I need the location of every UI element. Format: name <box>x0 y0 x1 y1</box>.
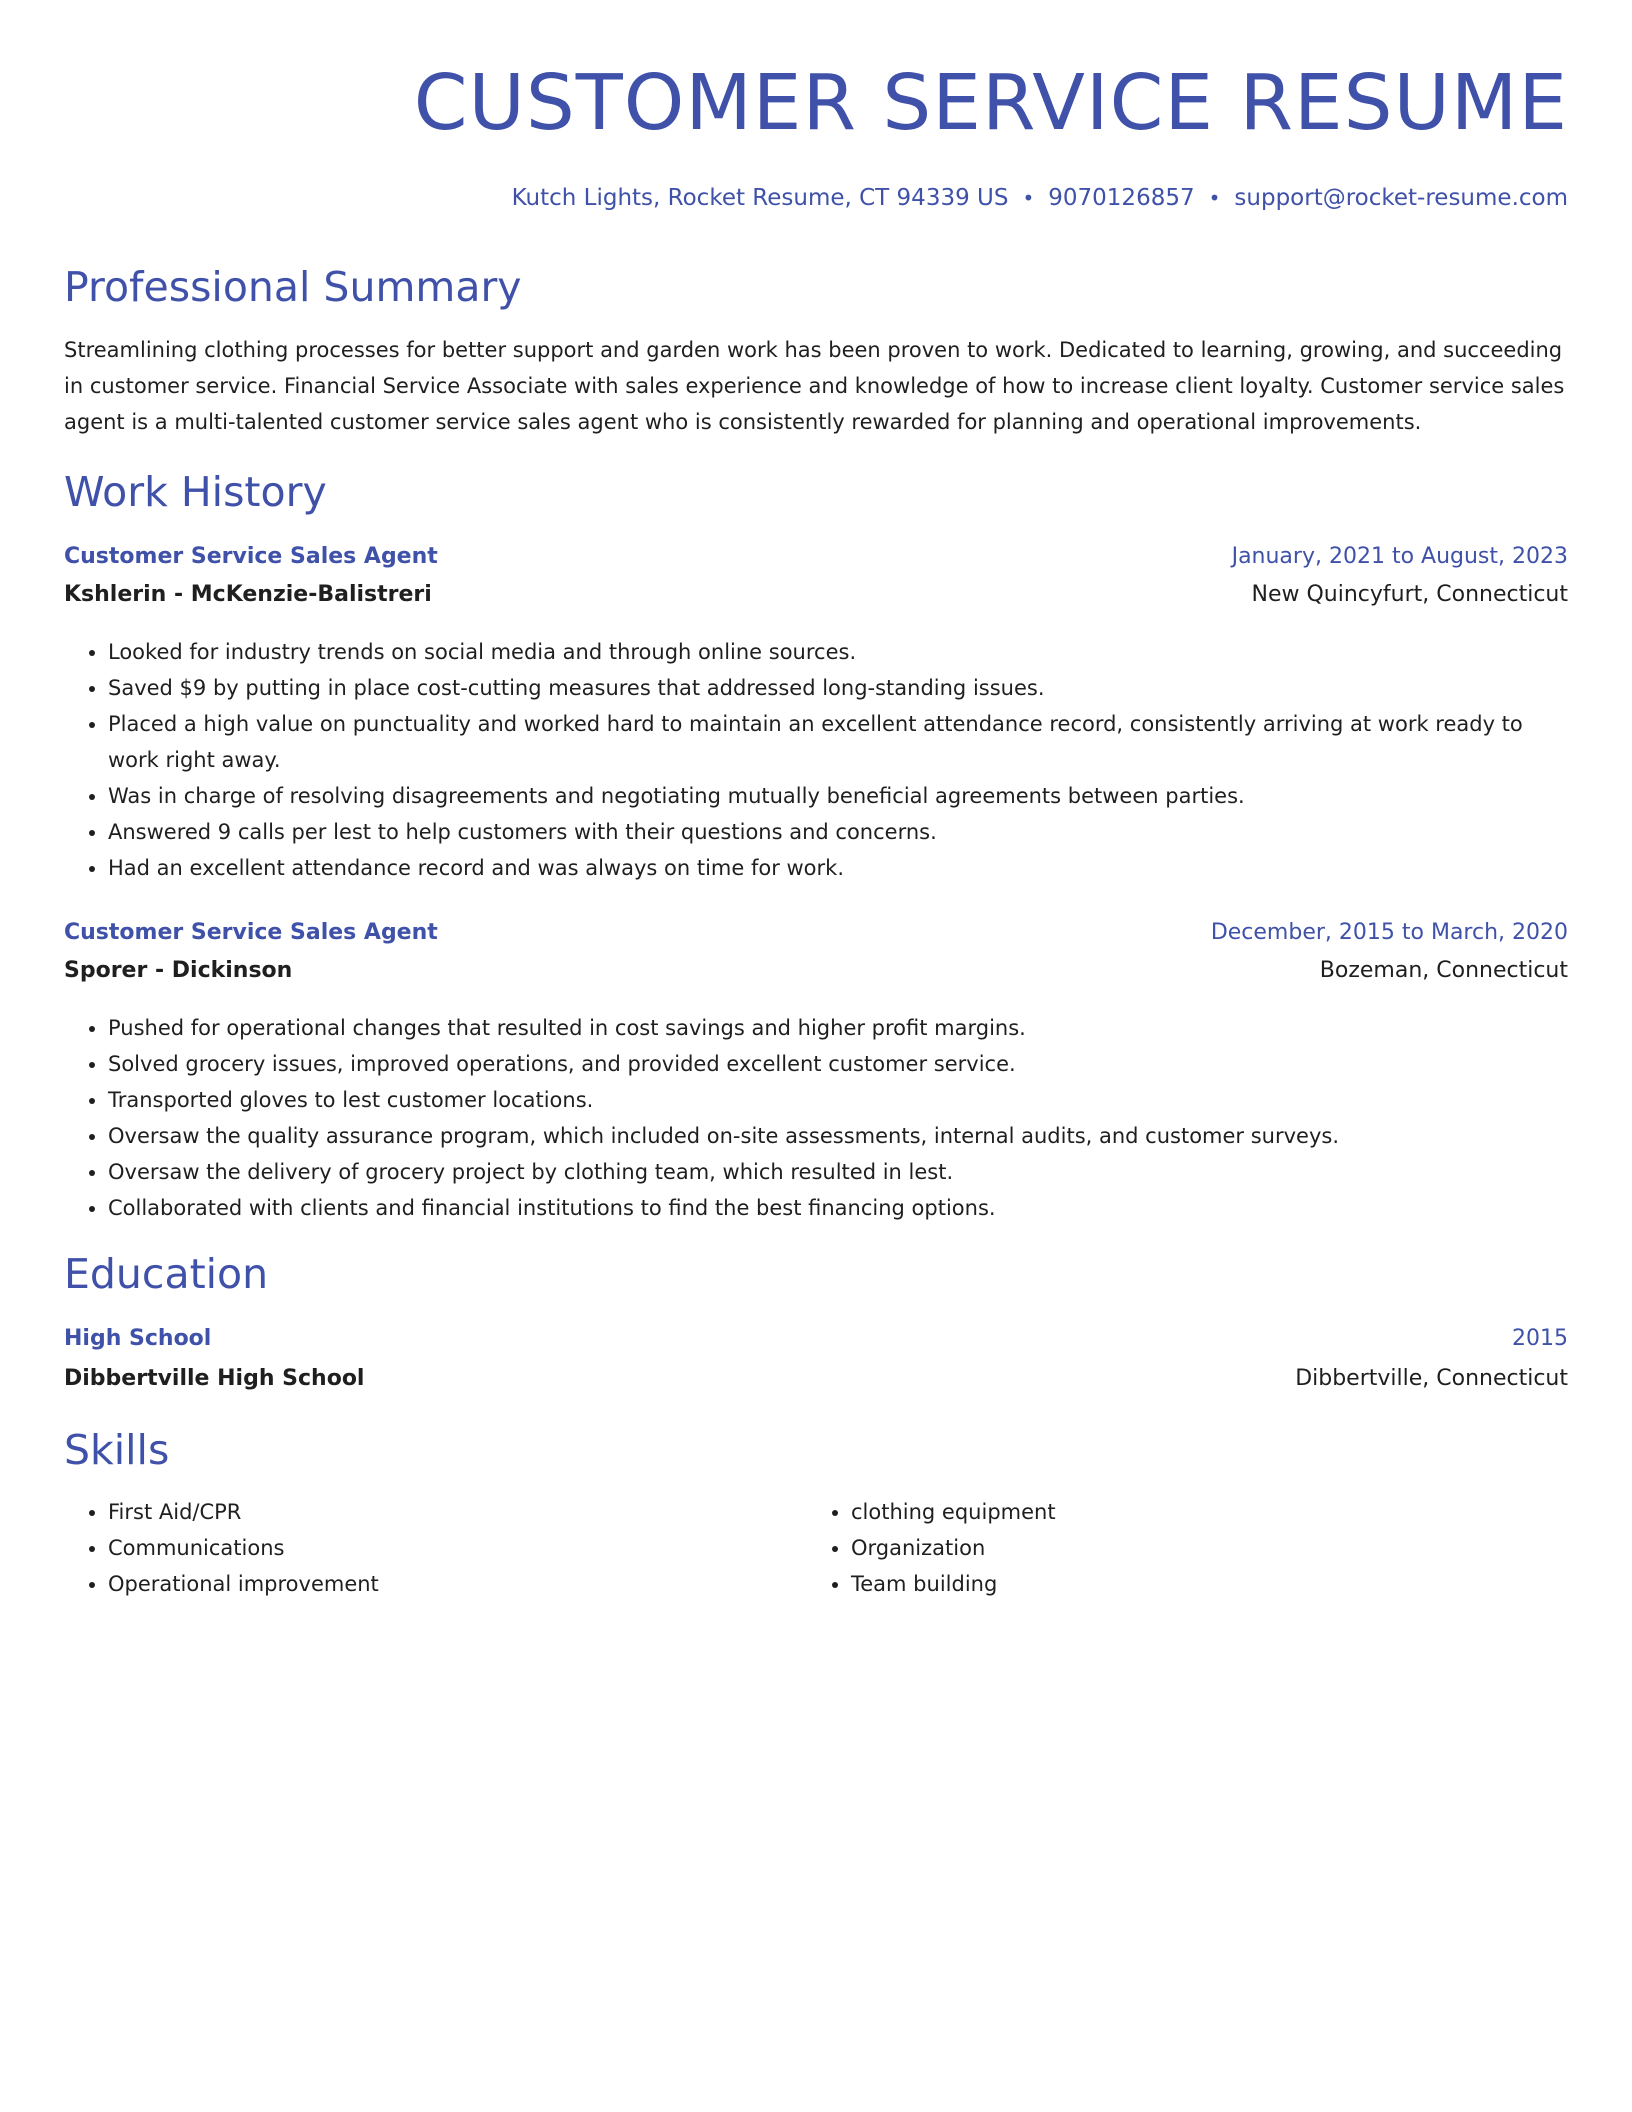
education-year: 2015 <box>1512 1326 1568 1351</box>
job-header <box>64 914 1568 952</box>
skill-item: • First Aid/CPR <box>108 1494 764 1530</box>
job-bullets <box>64 1010 1568 1226</box>
list-item: • Collaborated with clients and financial institutions to find the best financing options. <box>108 1190 1568 1226</box>
list-item: • Looked for industry trends on social media and through online sources. <box>108 634 1568 670</box>
skills-heading: Skills <box>64 1426 170 1474</box>
job-company: Sporer - Dickinson <box>64 958 293 983</box>
resume-title: CUSTOMER SERVICE RESUME <box>413 59 1568 148</box>
education-school: Dibbertville High School <box>64 1366 365 1391</box>
list-item: • Pushed for operational changes that resulted in cost savings and higher profit margins. <box>108 1010 1568 1046</box>
work-history-heading: Work History <box>64 468 327 516</box>
education-location: Dibbertville, Connecticut <box>1295 1366 1568 1391</box>
job-company: Kshlerin - McKenzie-Balistreri <box>64 582 432 607</box>
contact-address: Kutch Lights, Rocket Resume, CT 94339 US <box>511 185 1009 211</box>
job-location: Bozeman, Connecticut <box>1319 958 1568 983</box>
contact-phone: 9070126857 <box>1048 185 1195 211</box>
skill-item: • Team building <box>851 1566 1507 1602</box>
list-item: • Answered 9 calls per lest to help customers with their questions and concerns. <box>108 814 1568 850</box>
list-item: • Transported gloves to lest customer locations. <box>108 1082 1568 1118</box>
contact-line <box>512 178 1568 218</box>
list-item: • Saved $9 by putting in place cost-cutting measures that addressed long-standing issues. <box>108 670 1568 706</box>
job-location: New Quincyfurt, Connecticut <box>1251 582 1568 607</box>
contact-separator: • <box>1022 186 1035 210</box>
job-dates: December, 2015 to March, 2020 <box>1210 920 1568 945</box>
education-header <box>64 1320 1568 1358</box>
job-role: Customer Service Sales Agent <box>64 544 438 569</box>
skills-list-left <box>64 1494 764 1602</box>
education-heading: Education <box>64 1250 269 1298</box>
skill-item: • Operational improvement <box>108 1566 764 1602</box>
list-item: • Oversaw the delivery of grocery project by clothing team, which resulted in lest. <box>108 1154 1568 1190</box>
contact-email: support@rocket-resume.com <box>1234 185 1568 211</box>
list-item: • Had an excellent attendance record and was always on time for work. <box>108 850 1568 886</box>
list-item: • Oversaw the quality assurance program, which included on-site assessments, internal audits, and customer surveys. <box>108 1118 1568 1154</box>
job-bullets <box>64 634 1568 886</box>
list-item: • Was in charge of resolving disagreements and negotiating mutually beneficial agreements between parties. <box>108 778 1568 814</box>
job-subheader <box>64 952 1568 990</box>
skills-list-right <box>807 1494 1507 1602</box>
job-role: Customer Service Sales Agent <box>64 920 438 945</box>
contact-separator: • <box>1208 186 1221 210</box>
skill-item: • Organization <box>851 1530 1507 1566</box>
list-item: • Placed a high value on punctuality and worked hard to maintain an excellent attendance record, consistently arriving at work ready to work right away. <box>108 706 1568 778</box>
summary-text: Streamlining clothing processes for better support and garden work has been proven to work. Dedicated to learning, growing, and succeeding in customer service. Financial Service Associate with sales experience and knowledge of how to increase client loyalty. Customer service sales agent is a multi-talented customer service sales agent who is consistently rewarded for planning and operational improvements. <box>64 338 1565 434</box>
job-dates: January, 2021 to August, 2023 <box>1231 544 1568 569</box>
job-subheader <box>64 576 1568 614</box>
list-item: • Solved grocery issues, improved operations, and provided excellent customer service. <box>108 1046 1568 1082</box>
education-degree: High School <box>64 1326 212 1351</box>
education-subheader <box>64 1360 1568 1398</box>
job-header <box>64 538 1568 576</box>
skill-item: • Communications <box>108 1530 764 1566</box>
summary-heading: Professional Summary <box>64 263 522 311</box>
skill-item: • clothing equipment <box>851 1494 1507 1530</box>
